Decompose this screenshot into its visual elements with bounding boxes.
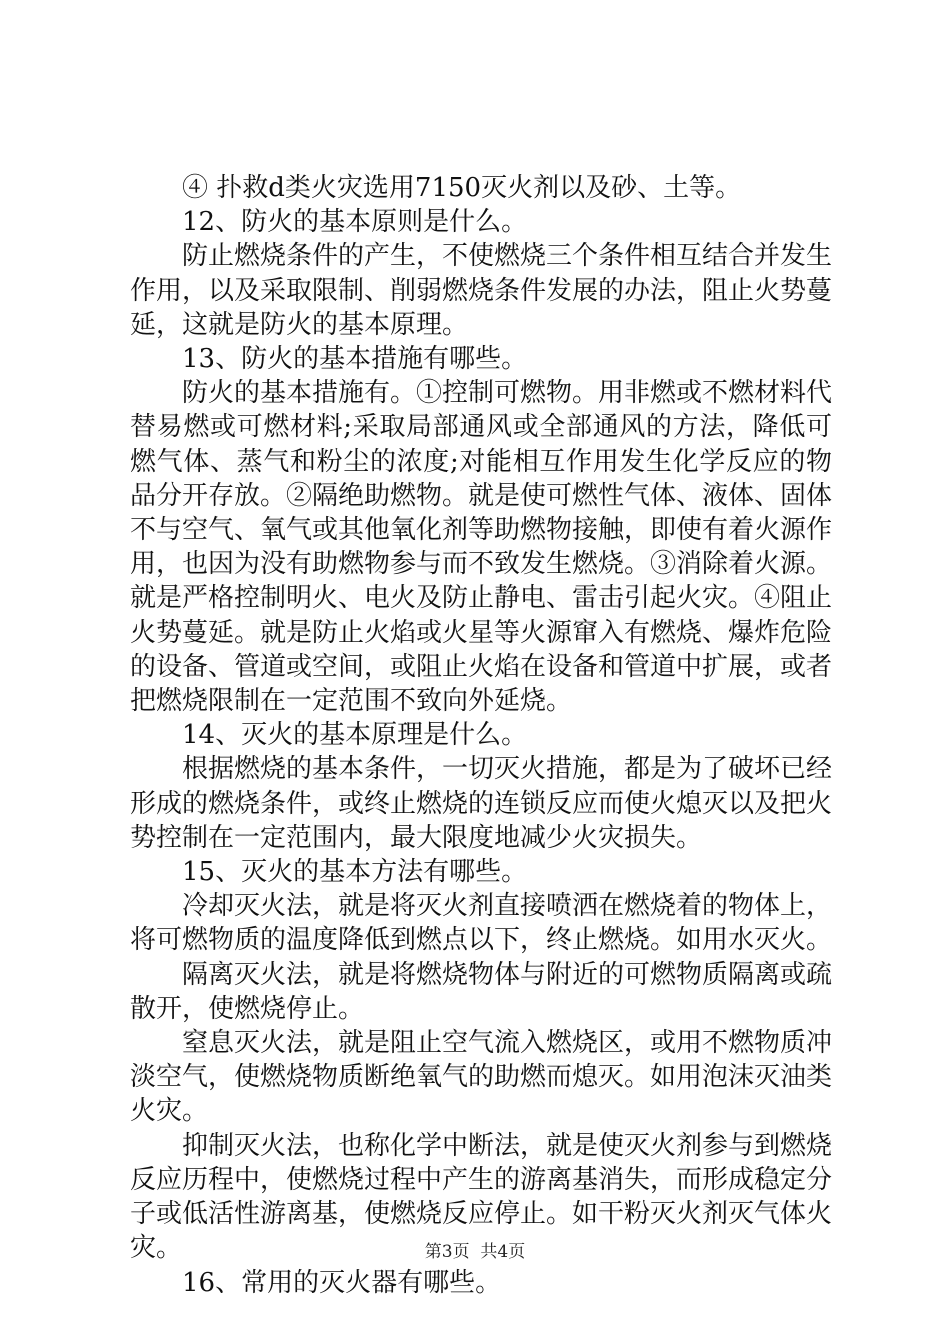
paragraph-fire-prevention-measures: 防火的基本措施有。①控制可燃物。用非燃或不燃材料代替易燃或可燃材料;采取局部通风或全部通风的方法，降低可燃气体、蒸气和粉尘的浓度;对能相互作用发生化学反应的物品分开存放。②隔绝助燃物。就是使可燃性气体、液体、固体不与空气、氧气或其他氧化剂等助燃物接触，即使有着火源作用，也因为没有助燃物参与而不致发生燃烧。③消除着火源。就是严格控制明火、电火及防止静电、雷击引起火灾。④阻止火势蔓延。就是防止火焰或火星等火源窜入有燃烧、爆炸危险的设备、管道或空间，或阻止火焰在设备和管道中扩展，或者把燃烧限制在一定范围不致向外延烧。: [130, 378, 833, 717]
paragraph-smothering-method: 窒息灭火法，就是阻止空气流入燃烧区，或用不燃物质冲淡空气，使燃烧物质断绝氧气的助燃而熄灭。如用泡沫灭油类火灾。: [130, 1028, 833, 1127]
heading-q12: 12、防火的基本原则是什么。: [182, 207, 528, 238]
paragraph-extinguish-class-d: ④ 扑救d类火灾选用7150灭火剂以及砂、土等。: [182, 173, 742, 203]
paragraph-cooling-method: 冷却灭火法，就是将灭火剂直接喷洒在燃烧着的物体上，将可燃物质的温度降低到燃点以下，终止燃烧。如用水灭火。: [130, 891, 833, 956]
heading-q13: 13、防火的基本措施有哪些。: [182, 344, 528, 375]
page-number: 第3页: [424, 1242, 470, 1262]
heading-q14: 14、灭火的基本原理是什么。: [182, 720, 528, 751]
document-body: [130, 171, 832, 1300]
heading-q16: 16、常用的灭火器有哪些。: [182, 1267, 502, 1298]
paragraph-isolation-method: 隔离灭火法，就是将燃烧物体与附近的可燃物质隔离或疏散开，使燃烧停止。: [130, 959, 833, 1024]
heading-q15: 15、灭火的基本方法有哪些。: [182, 857, 528, 888]
paragraph-fire-prevention-principle: 防止燃烧条件的产生，不使燃烧三个条件相互结合并发生作用，以及采取限制、削弱燃烧条件发展的办法，阻止火势蔓延，这就是防火的基本原理。: [130, 241, 833, 340]
paragraph-extinguishing-principle: 根据燃烧的基本条件，一切灭火措施，都是为了破坏已经形成的燃烧条件，或终止燃烧的连锁反应而使火熄灭以及把火势控制在一定范围内，最大限度地减少火灾损失。: [130, 754, 833, 853]
page-total: 共4页: [480, 1242, 526, 1262]
paragraph-inhibition-method: 抑制灭火法，也称化学中断法，就是使灭火剂参与到燃烧反应历程中，使燃烧过程中产生的游离基消失，而形成稳定分子或低活性游离基，使燃烧反应停止。如干粉灭火剂灭气体火灾。: [130, 1130, 833, 1264]
page-footer: [0, 1241, 950, 1263]
footer-spacer: [470, 1242, 481, 1262]
